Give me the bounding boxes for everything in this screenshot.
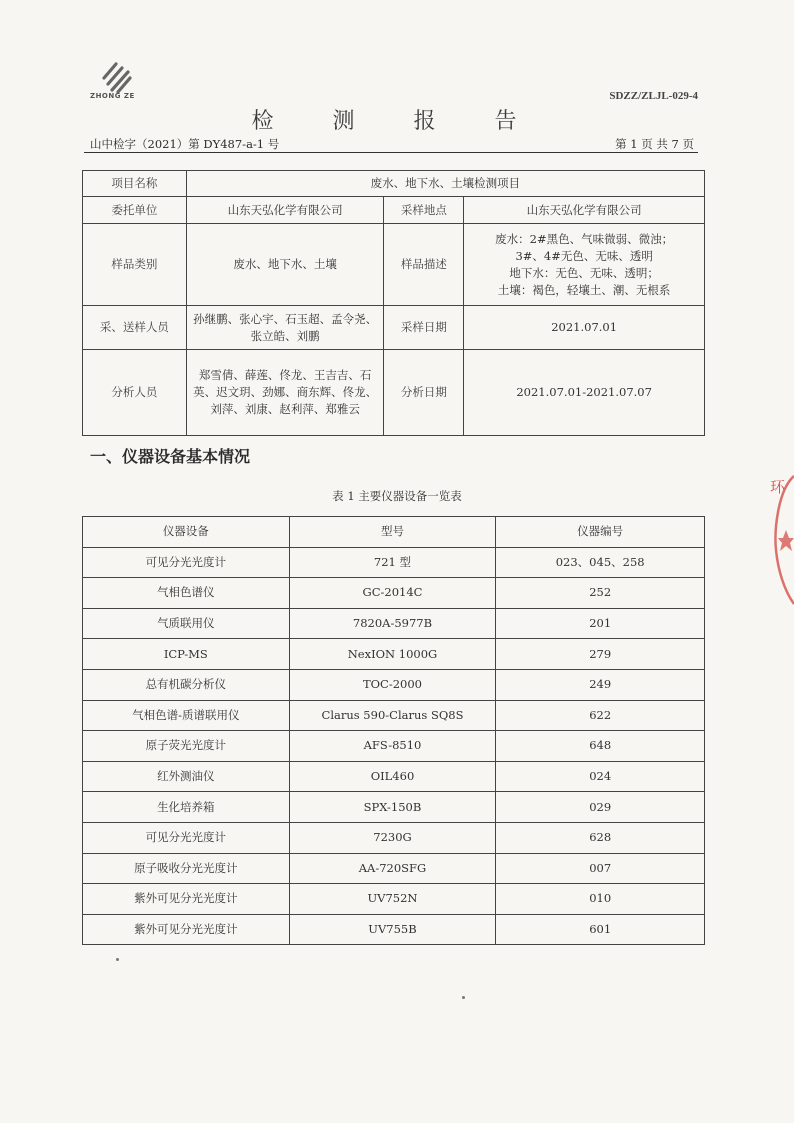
equipment-name: 原子荧光光度计: [83, 731, 290, 762]
table-row: [83, 669, 705, 700]
description-line: 废水：2#黑色、气味微弱、微浊；: [495, 231, 674, 246]
equipment-name: 紫外可见分光光度计: [83, 914, 290, 945]
seal-text: 环: [770, 478, 786, 496]
equipment-number: 029: [496, 792, 705, 823]
equipment-name: 紫外可见分光光度计: [83, 884, 290, 915]
equipment-number: 648: [496, 731, 705, 762]
table-row: [83, 700, 705, 731]
equipment-name: 气相色谱仪: [83, 578, 290, 609]
equipment-table: [82, 516, 705, 945]
report-info-table: [82, 170, 705, 436]
equipment-number: 201: [496, 608, 705, 639]
equipment-name: 可见分光光度计: [83, 547, 290, 578]
equipment-model: Clarus 590-Clarus SQ8S: [289, 700, 496, 731]
site-value: 山东天弘化学有限公司: [464, 197, 705, 224]
page-info: 第 1 页 共 7 页: [615, 137, 694, 151]
table-row: [83, 761, 705, 792]
client-value: 山东天弘化学有限公司: [186, 197, 384, 224]
equipment-number: 249: [496, 669, 705, 700]
sample-date-value: 2021.07.01: [464, 306, 705, 350]
logo-text: ZHONG ZE: [90, 92, 135, 100]
description-line: 3#、4#无色、无味、透明: [515, 248, 653, 263]
header-number: 仪器编号: [496, 517, 705, 548]
equipment-model: 7230G: [289, 822, 496, 853]
equipment-model: NexION 1000G: [289, 639, 496, 670]
table-row: [83, 822, 705, 853]
equipment-name: 原子吸收分光光度计: [83, 853, 290, 884]
equipment-model: GC-2014C: [289, 578, 496, 609]
document-code: SDZZ/ZLJL-029-4: [609, 90, 698, 102]
analyst-value: 郑雪倩、薛莲、佟龙、王吉吉、石英、迟文玥、劲娜、商东辉、佟龙、刘萍、刘康、赵利萍、郑雅云: [186, 350, 384, 436]
project-label: 项目名称: [83, 171, 187, 197]
equipment-model: SPX-150B: [289, 792, 496, 823]
equipment-model: TOC-2000: [289, 669, 496, 700]
analysis-date-label: 分析日期: [384, 350, 464, 436]
table-row: [83, 639, 705, 670]
equipment-number: 023、045、258: [496, 547, 705, 578]
header-equipment: 仪器设备: [83, 517, 290, 548]
equipment-number: 279: [496, 639, 705, 670]
table-row: [83, 578, 705, 609]
equipment-name: 总有机碳分析仪: [83, 669, 290, 700]
site-label: 采样地点: [384, 197, 464, 224]
equipment-model: AA-720SFG: [289, 853, 496, 884]
table-row: [83, 608, 705, 639]
scan-speck: [116, 958, 119, 961]
section-title: 一、仪器设备基本情况: [90, 447, 251, 466]
equipment-number: 601: [496, 914, 705, 945]
equipment-number: 024: [496, 761, 705, 792]
table-row: [83, 731, 705, 762]
equipment-name: 可见分光光度计: [83, 822, 290, 853]
sampler-label: 采、送样人员: [83, 306, 187, 350]
table-row: [83, 914, 705, 945]
project-value: 废水、地下水、土壤检测项目: [186, 171, 704, 197]
client-label: 委托单位: [83, 197, 187, 224]
equipment-number: 628: [496, 822, 705, 853]
table-caption: 表 1 主要仪器设备一览表: [332, 489, 462, 503]
table-header-row: [83, 517, 705, 548]
equipment-number: 252: [496, 578, 705, 609]
table-row: [83, 884, 705, 915]
equipment-model: UV752N: [289, 884, 496, 915]
table-row: [83, 853, 705, 884]
analysis-date-value: 2021.07.01-2021.07.07: [464, 350, 705, 436]
description-label: 样品描述: [384, 224, 464, 306]
equipment-name: 红外测油仪: [83, 761, 290, 792]
report-number: 山中检字（2021）第 DY487-a-1 号: [90, 137, 280, 151]
equipment-number: 010: [496, 884, 705, 915]
description-value: [464, 224, 705, 306]
equipment-model: 7820A-5977B: [289, 608, 496, 639]
sample-date-label: 采样日期: [384, 306, 464, 350]
equipment-name: 生化培养箱: [83, 792, 290, 823]
equipment-name: 气相色谱-质谱联用仪: [83, 700, 290, 731]
description-line: 土壤：褐色，轻壤土、潮、无根系: [497, 282, 671, 297]
equipment-name: ICP-MS: [83, 639, 290, 670]
report-subheader: [84, 136, 698, 153]
equipment-model: AFS-8510: [289, 731, 496, 762]
table-row: [83, 547, 705, 578]
report-title: 检 测 报 告: [251, 109, 543, 134]
header-model: 型号: [289, 517, 496, 548]
table-row: [83, 792, 705, 823]
equipment-model: OIL460: [289, 761, 496, 792]
equipment-name: 气质联用仪: [83, 608, 290, 639]
equipment-model: 721 型: [289, 547, 496, 578]
scan-speck: [462, 996, 465, 999]
category-value: 废水、地下水、土壤: [186, 224, 384, 306]
equipment-number: 007: [496, 853, 705, 884]
equipment-number: 622: [496, 700, 705, 731]
analyst-label: 分析人员: [83, 350, 187, 436]
sampler-value: 孙继鹏、张心宇、石玉超、孟令尧、张立皓、刘鹏: [186, 306, 384, 350]
description-line: 地下水：无色、无味、透明；: [509, 265, 659, 280]
equipment-model: UV755B: [289, 914, 496, 945]
category-label: 样品类别: [83, 224, 187, 306]
